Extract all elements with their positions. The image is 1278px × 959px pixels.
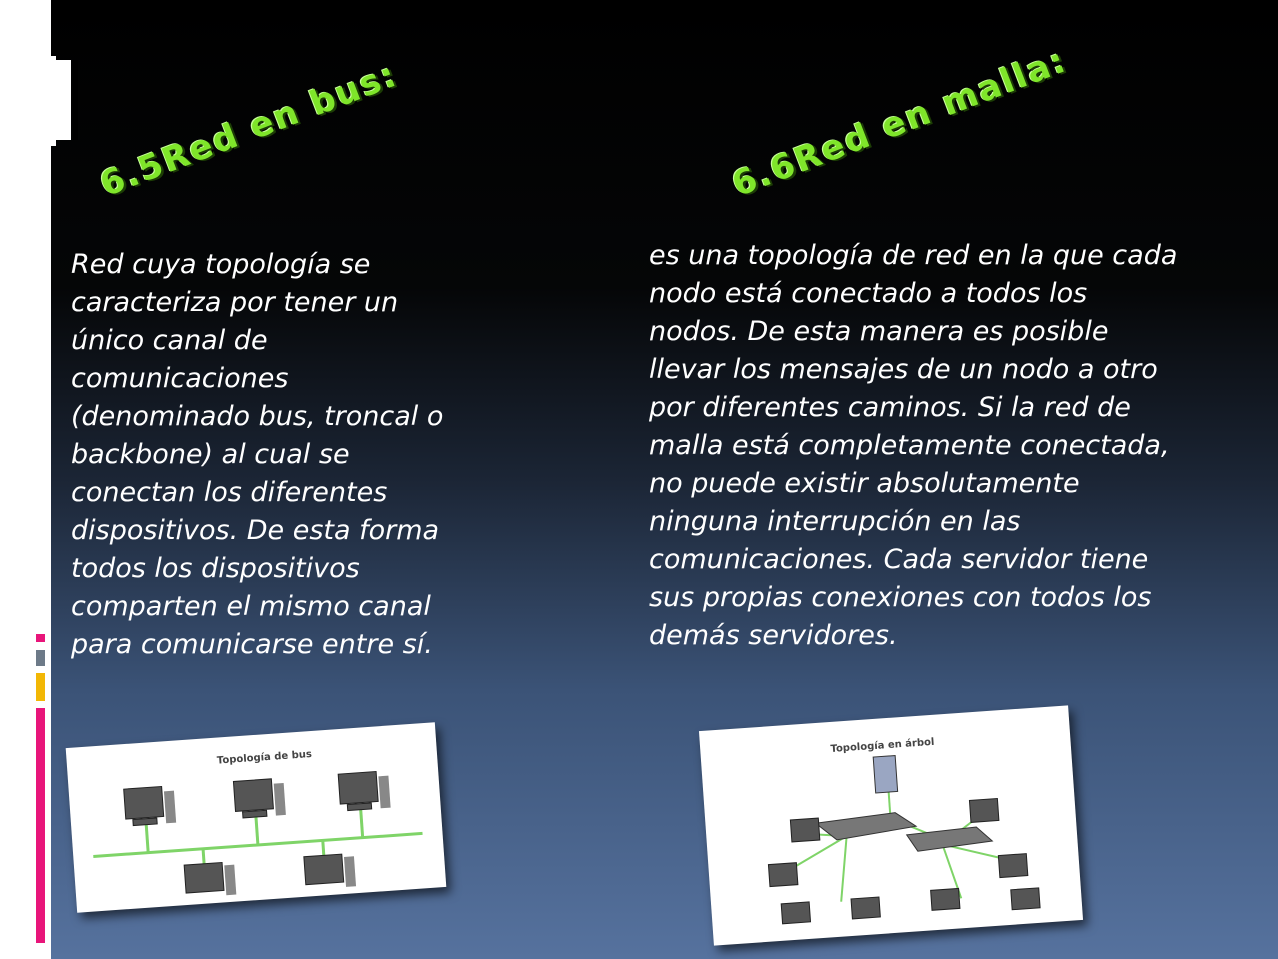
body-bus: Red cuya topología se caracteriza por tener un único canal de comunicaciones (denominado bus, troncal o backbone) al cual se conectan los diferentes dispositivos. De esta forma todos los dispositivos comparten el mismo canal para comunicarse entre sí. bbox=[71, 249, 444, 660]
margin-white bbox=[0, 0, 36, 959]
slide bbox=[51, 0, 1278, 959]
decor-block bbox=[73, 60, 78, 140]
stripe-pink-long bbox=[36, 708, 45, 943]
stripe-yellow bbox=[36, 673, 45, 701]
bus-diagram bbox=[66, 722, 447, 912]
body-malla: es una topología de red en la que cada nodo está conectado a todos los nodos. De esta manera es posible llevar los mensajes de un nodo a otro por diferentes caminos. Si la red de malla está completamente conectada, no puede existir absolutamente ninguna interrupción en las comunicaciones. Cada servidor tiene sus propias conexiones con todos los demás servidores. bbox=[649, 240, 1178, 651]
stripe-gray bbox=[36, 650, 45, 666]
stripe-pink bbox=[36, 634, 45, 642]
mesh-topology-figure bbox=[699, 705, 1083, 945]
bus-topology-figure bbox=[66, 722, 447, 912]
title-malla: 6.6Red en malla: bbox=[726, 40, 1073, 206]
figure-caption: Topología de bus bbox=[216, 748, 313, 767]
title-bus: 6.5Red en bus: bbox=[94, 54, 404, 206]
figure-caption: Topología en árbol bbox=[830, 736, 935, 756]
tree-diagram bbox=[699, 705, 1083, 945]
